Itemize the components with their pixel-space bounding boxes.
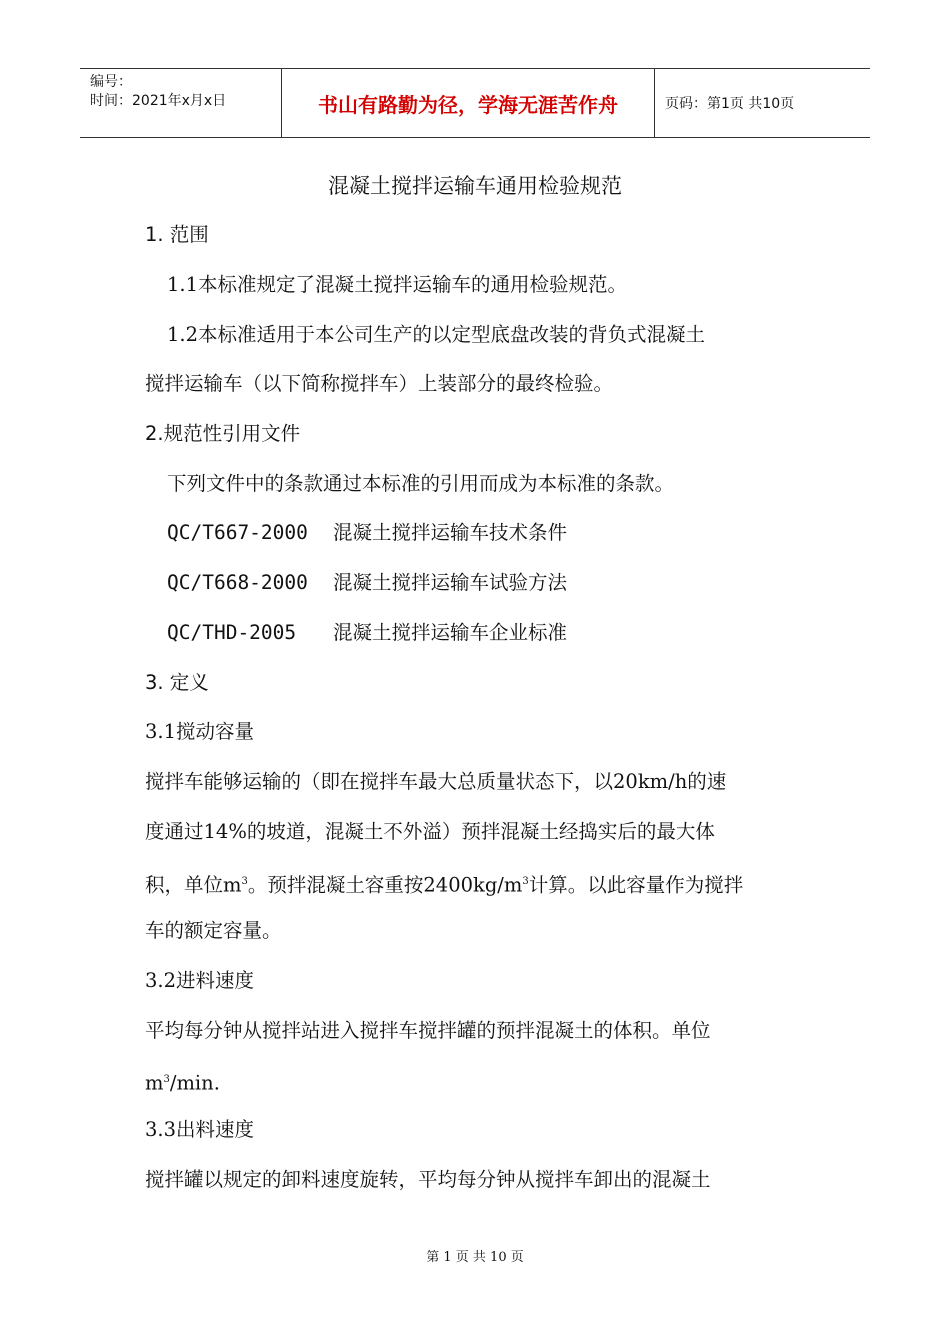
definition-3-1-line xyxy=(145,868,743,900)
paragraph-1-2b: 搅拌运输车（以下简称搅拌车）上装部分的最终检验。 xyxy=(145,372,614,395)
header-page-info: 页码：第1页 共10页 xyxy=(665,96,795,112)
section-2-intro: 下列文件中的条款通过本标准的引用而成为本标准的条款。 xyxy=(167,472,675,495)
ref-name: 混凝土搅拌运输车技术条件 xyxy=(333,521,568,544)
header-meta xyxy=(80,69,282,137)
header-motto: 书山有路勤为径，学海无涯苦作舟 xyxy=(282,69,655,137)
section-1-heading: 1. 范围 xyxy=(145,223,209,246)
section-3-heading: 3. 定义 xyxy=(145,671,209,694)
ref-code: QC/T668-2000 xyxy=(167,571,308,594)
superscript: 3 xyxy=(163,1074,170,1085)
page-header xyxy=(80,68,870,138)
definition-3-2-title: 3.2进料速度 xyxy=(145,969,255,992)
text-segment: m xyxy=(145,1071,164,1095)
text-segment: 积，单位m xyxy=(145,873,242,897)
page-footer: 第 1 页 共 10 页 xyxy=(426,1250,524,1265)
text-segment: 计算。以此容量作为搅拌 xyxy=(528,873,744,897)
definition-3-1-title: 3.1搅动容量 xyxy=(145,720,255,743)
definition-3-3-line: 搅拌罐以规定的卸料速度旋转，平均每分钟从搅拌车卸出的混凝土 xyxy=(145,1168,711,1191)
ref-name: 混凝土搅拌运输车企业标准 xyxy=(333,621,568,644)
section-2-heading: 2.规范性引用文件 xyxy=(145,422,301,445)
definition-3-1-line: 车的额定容量。 xyxy=(145,919,282,942)
definition-3-2-line: 平均每分钟从搅拌站进入搅拌车搅拌罐的预拌混凝土的体积。单位 xyxy=(145,1019,711,1042)
definition-3-3-title: 3.3出料速度 xyxy=(145,1118,255,1141)
text-segment: 。预拌混凝土容重按2400kg/m xyxy=(247,873,523,897)
definition-3-1-line: 度通过14%的坡道，混凝土不外溢）预拌混凝土经捣实后的最大体 xyxy=(145,820,715,843)
paragraph-1-2a: 1.2本标准适用于本公司生产的以定型底盘改装的背负式混凝土 xyxy=(167,323,706,346)
number-label: 编号： xyxy=(90,74,132,90)
paragraph-1-1: 1.1本标准规定了混凝土搅拌运输车的通用检验规范。 xyxy=(167,273,628,296)
definition-3-2-line xyxy=(145,1066,220,1098)
text-segment: /min. xyxy=(169,1071,220,1095)
ref-code: QC/T667-2000 xyxy=(167,521,308,544)
time-label: 时间：2021年x月x日 xyxy=(90,93,227,109)
ref-name: 混凝土搅拌运输车试验方法 xyxy=(333,571,568,594)
document-title: 混凝土搅拌运输车通用检验规范 xyxy=(328,174,622,198)
superscript: 3 xyxy=(522,876,529,887)
ref-code: QC/THD-2005 xyxy=(167,621,297,644)
superscript: 3 xyxy=(241,876,248,887)
definition-3-1-line: 搅拌车能够运输的（即在搅拌车最大总质量状态下，以20km/h的速 xyxy=(145,770,727,793)
